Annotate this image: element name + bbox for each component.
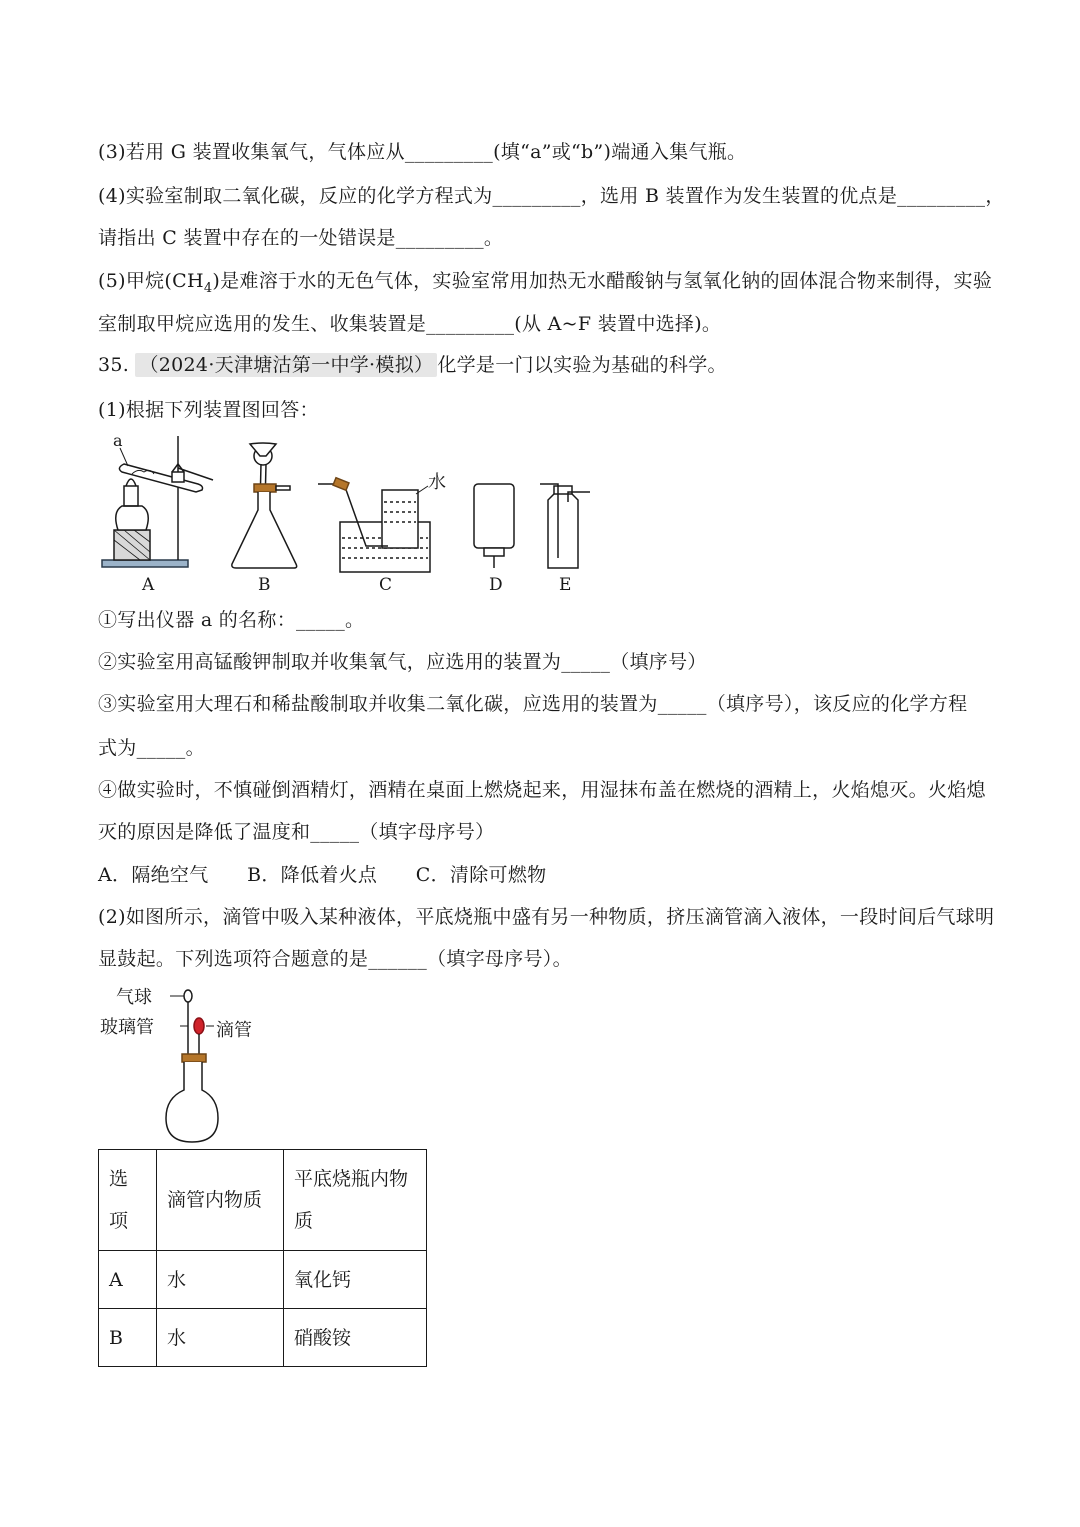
label-D: D <box>489 575 503 594</box>
ch4-subscript: 4 <box>203 280 213 296</box>
table-cell: 氧化钙 <box>284 1251 427 1309</box>
table-header-flask: 平底烧瓶内物质 <box>284 1150 427 1251</box>
label-B: B <box>258 575 271 594</box>
q34-part3: (3)若用 G 装置收集氧气，气体应从_________(填“a”或“b”)端通入集气瓶。 <box>98 141 747 163</box>
q35-part1: (1)根据下列装置图回答： <box>98 399 319 421</box>
label-balloon: 气球 <box>116 987 152 1008</box>
label-glass-tube: 玻璃管 <box>100 1017 154 1038</box>
balloon-flask-figure <box>98 984 298 1146</box>
label-dropper: 滴管 <box>216 1020 252 1041</box>
q35-sub4-line1: ④做实验时，不慎碰倒酒精灯，酒精在桌面上燃烧起来，用湿抹布盖在燃烧的酒精上，火焰熄灭。火焰熄 <box>98 779 986 801</box>
table-header-dropper: 滴管内物质 <box>157 1150 284 1251</box>
table-cell: 水 <box>157 1309 284 1367</box>
q35-sub3-line2: 式为_____。 <box>98 737 205 759</box>
q35-source-tag: （2024·天津塘沽第一中学·模拟） <box>135 353 437 377</box>
apparatus-c <box>318 478 430 572</box>
apparatus-b <box>232 443 297 568</box>
table-cell: B <box>99 1309 157 1367</box>
q35-part2-line1: (2)如图所示，滴管中吸入某种液体，平底烧瓶中盛有另一种物质，挤压滴管滴入液体，一段时间后气球明 <box>98 906 995 928</box>
q34-part5-line1 <box>98 268 992 302</box>
label-a: a <box>113 431 123 450</box>
q35-stem: 化学是一门以实验为基础的科学。 <box>437 354 727 376</box>
table-row <box>99 1251 427 1309</box>
q35-header <box>98 352 727 378</box>
label-water: 水 <box>428 472 446 493</box>
apparatus-figure <box>98 428 598 594</box>
table-cell: 水 <box>157 1251 284 1309</box>
table-header-option: 选项 <box>99 1150 157 1251</box>
q35-part2-line2: 显鼓起。下列选项符合题意的是______（填字母序号）。 <box>98 948 572 970</box>
q34-part4-line1: (4)实验室制取二氧化碳，反应的化学方程式为_________，选用 B 装置作为发生装置的优点是_________， <box>98 185 1005 207</box>
q35-choices: A．隔绝空气 B．降低着火点 C．清除可燃物 <box>98 864 547 886</box>
q35-number: 35. <box>98 354 130 376</box>
q35-sub4-line2: 灭的原因是降低了温度和_____（填字母序号） <box>98 821 495 843</box>
q34-part5-text-a: (5)甲烷(CH <box>98 270 204 292</box>
table-cell: 硝酸铵 <box>284 1309 427 1367</box>
apparatus-a <box>102 436 213 567</box>
q35-sub1: ①写出仪器 a 的名称：_____。 <box>98 609 365 631</box>
options-table <box>98 1149 427 1367</box>
q35-sub2: ②实验室用高锰酸钾制取并收集氧气，应选用的装置为_____（填序号） <box>98 651 707 673</box>
q34-part4-line2: 请指出 C 装置中存在的一处错误是_________。 <box>98 227 504 249</box>
q35-sub3-line1: ③实验室用大理石和稀盐酸制取并收集二氧化碳，应选用的装置为_____（填序号），该反应的化学方程 <box>98 693 968 715</box>
q34-part5-text-b: )是难溶于水的无色气体，实验室常用加热无水醋酸钠与氢氧化钠的固体混合物来制得，实验 <box>212 270 993 292</box>
apparatus-e <box>540 484 590 568</box>
table-cell: A <box>99 1251 157 1309</box>
label-A: A <box>142 575 155 594</box>
q34-part5-line2: 室制取甲烷应选用的发生、收集装置是_________(从 A~F 装置中选择)。 <box>98 313 722 335</box>
table-row <box>99 1309 427 1367</box>
table-header-row <box>99 1150 427 1251</box>
label-C: C <box>379 575 393 594</box>
label-E: E <box>559 575 572 594</box>
apparatus-d <box>474 484 514 568</box>
